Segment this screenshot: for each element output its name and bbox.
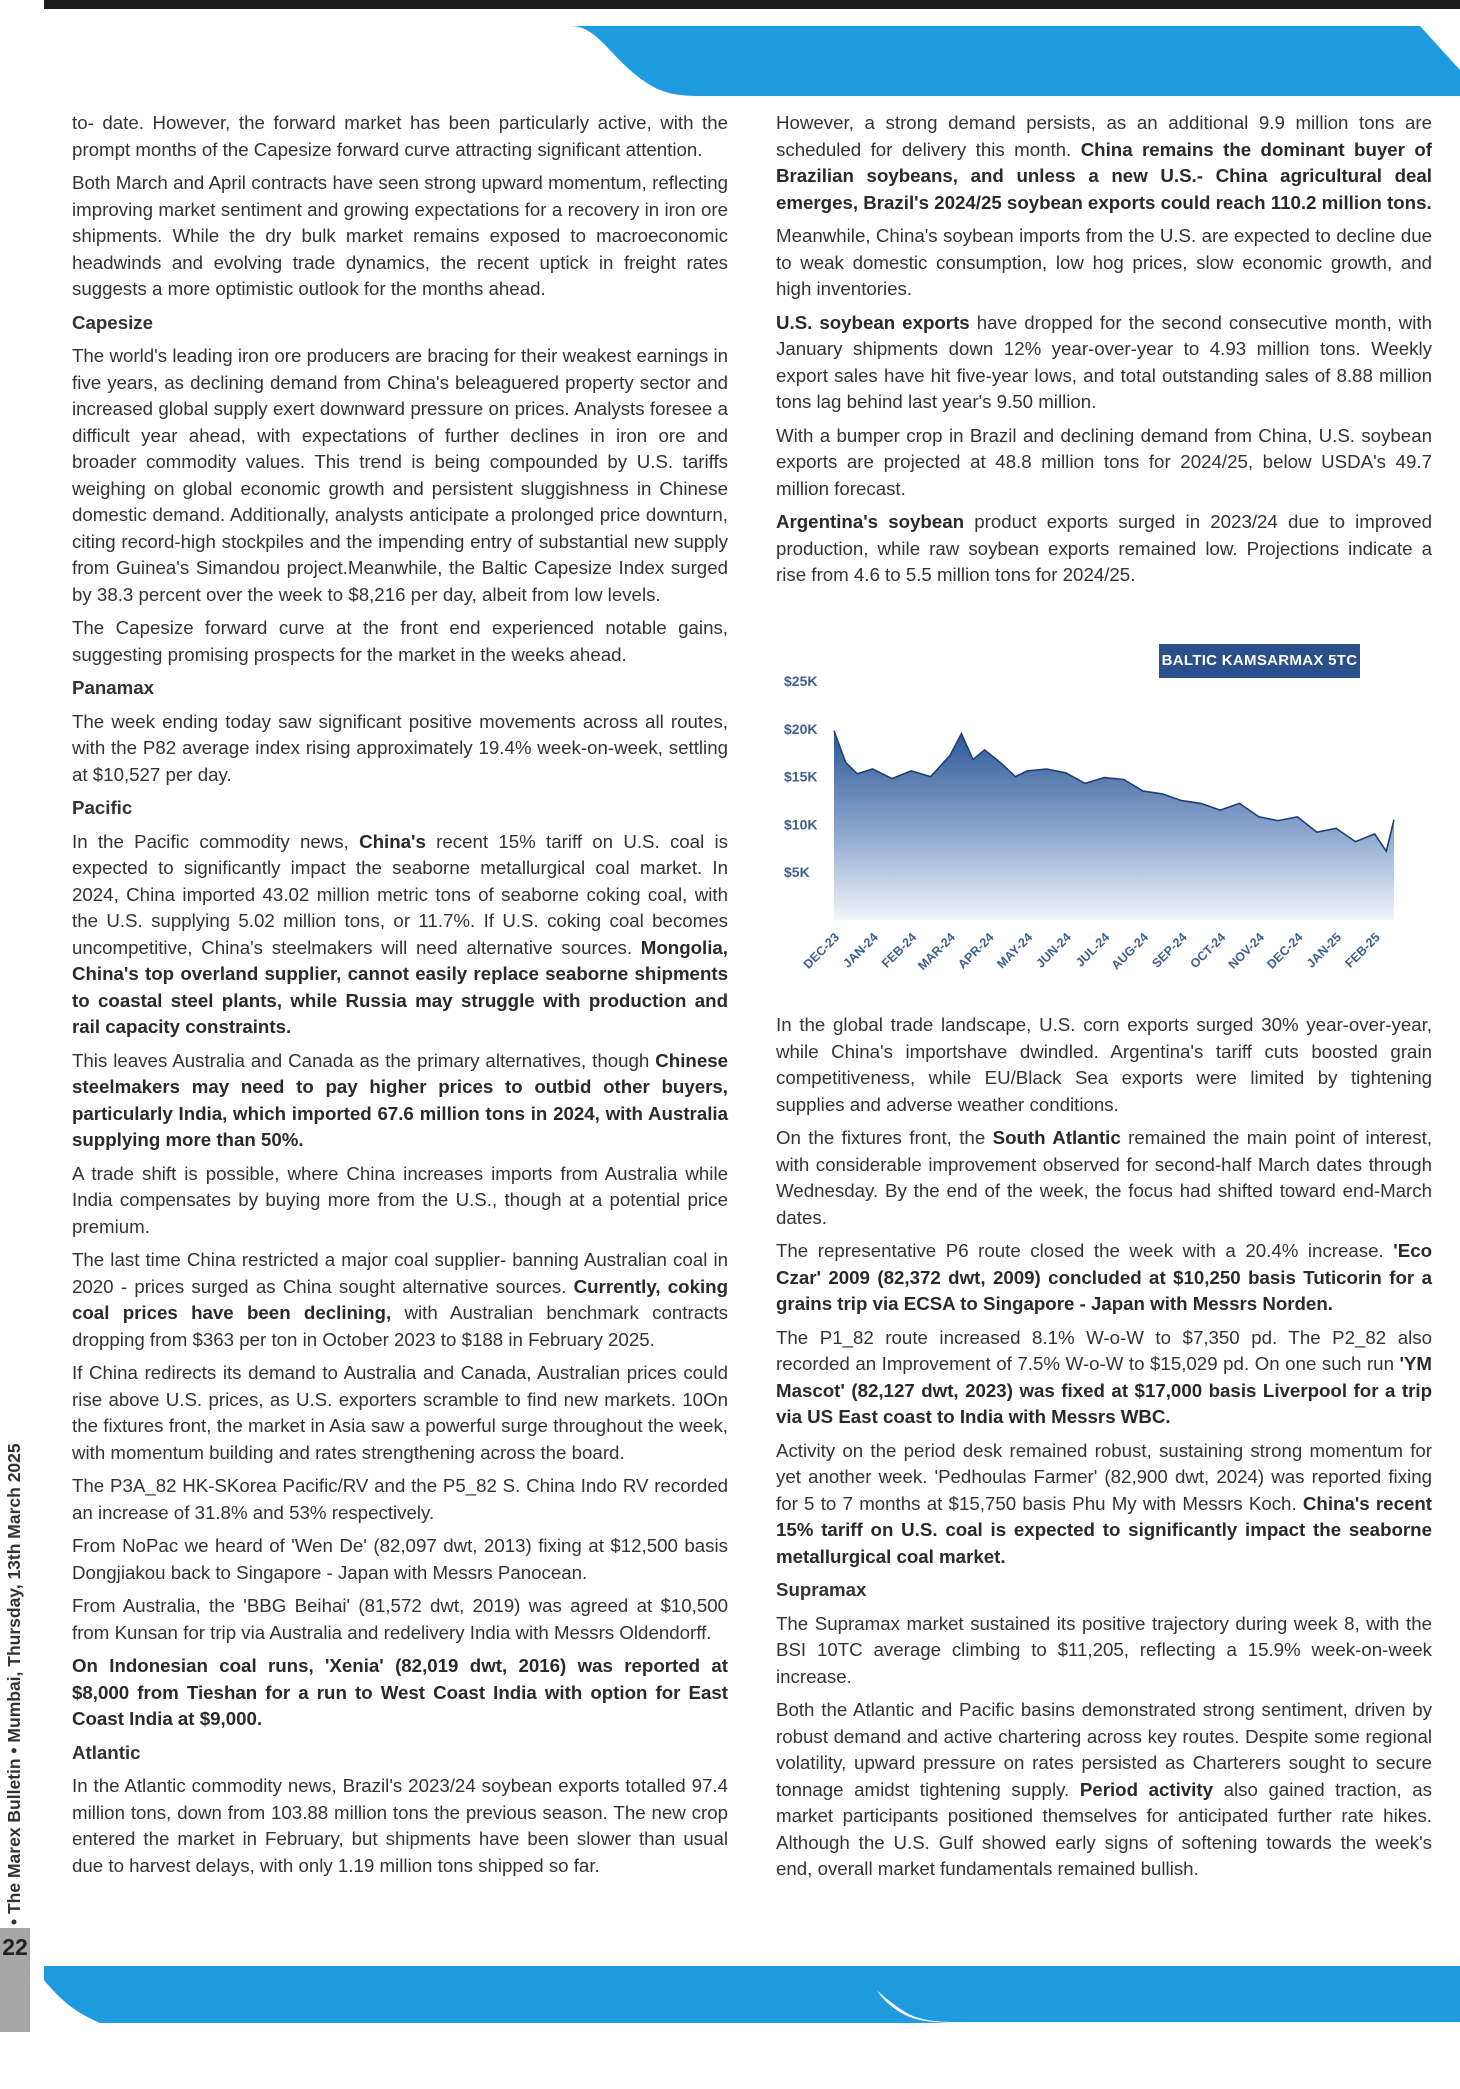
left-column [72, 110, 728, 1886]
chart-xtick-label: APR-24 [955, 930, 997, 972]
article-paragraph: From NoPac we heard of 'Wen De' (82,097 dwt, 2013) fixing at $12,500 basis Dongjiakou back to Singapore - Japan with Messrs Panocean. [72, 1535, 728, 1583]
article-paragraph: The world's leading iron ore producers are bracing for their weakest earnings in five years, as declining demand from China's beleaguered property sector and increased global supply exert downward pressure on prices. Analysts foresee a difficult year ahead, with expectations of further declines in iron ore and broader commodity values. This trend is being compounded by U.S. tariffs weighing on global economic growth and persistent sluggishness in Chinese domestic demand. Additionally, analysts anticipate a prolonged price downturn, citing record-high stockpiles and the impending entry of substantial new supply from Guinea's Simandou project.Meanwhile, the Baltic Capesize Index surged by 38.3 percent over the week to $8,216 per day, albeit from low levels. [72, 345, 728, 605]
article-paragraph: The Capesize forward curve at the front end experienced notable gains, suggesting promising prospects for the market in the weeks ahead. [72, 617, 728, 665]
bold-run: South Atlantic [992, 1127, 1121, 1148]
bold-run: Argentina's soybean [776, 511, 965, 532]
chart-area-fill [834, 731, 1394, 920]
article-paragraph [776, 1238, 1432, 1318]
article-paragraph [72, 1048, 728, 1154]
article-paragraph [776, 110, 1432, 216]
chart-xtick-label: MAR-24 [915, 930, 958, 974]
text-run: also gained traction, as market participants positioned themselves for anticipated further rate hikes. Although the U.S. Gulf showed early signs of softening towards the week's end, overall market fundamentals remained bullish. [776, 1778, 1432, 1879]
text-run: product exports surged in 2023/24 due to improved production, while raw soybean exports remained low. Projections indicate a rise from 4.6 to 5.5 million tons for 2024/25. [776, 511, 1432, 585]
bold-run: China remains the dominant buyer of Brazilian soybeans, and unless a new U.S.- China agricultural deal emerges, Brazil's 2024/25 soybean exports could reach 110.2 million tons. [776, 138, 1432, 213]
text-run: In the Pacific commodity news, [72, 830, 360, 852]
bold-run: On Indonesian coal runs, 'Xenia' (82,019 dwt, 2016) was reported at $8,000 from Tieshan for a run to West Coast India with option for East Coast India at $9,000. [72, 1655, 728, 1729]
bold-run: Period activity [1079, 1778, 1213, 1800]
chart-title: BALTIC KAMSARMAX 5TC [1159, 644, 1360, 678]
chart-ytick-label: $25K [784, 673, 818, 690]
page-number: 22 [2, 1934, 28, 1960]
article-paragraph [776, 1325, 1432, 1431]
side-publication-label: • The Marex Bulletin • Mumbai, Thursday, 13th March 2025 [4, 1443, 24, 1925]
kamsarmax-chart [776, 640, 1402, 990]
right-column-bottom [776, 1012, 1432, 1890]
article-paragraph [72, 1247, 728, 1353]
bold-run: China's recent 15% tariff on U.S. coal is expected to significantly impact the seaborne metallurgical coal market. [776, 1492, 1432, 1567]
article-paragraph: In the Atlantic commodity news, Brazil's 2023/24 soybean exports totalled 97.4 million tons, down from 103.88 million tons the previous season. The new crop entered the market in February, but shipments have been slower than usual due to harvest delays, with only 1.19 million tons shipped so far. [72, 1775, 728, 1876]
chart-xtick-label: JUN-24 [1033, 930, 1074, 971]
bold-run: 'Eco Czar' 2009 (82,372 dwt, 2009) concluded at $10,250 basis Tuticorin for a grains trip via ECSA to Singapore - Japan with Messrs Norden. [776, 1240, 1432, 1314]
bold-run: U.S. soybean exports [776, 311, 970, 333]
article-paragraph [776, 509, 1432, 589]
article-paragraph: to- date. However, the forward market has been particularly active, with the prompt months of the Capesize forward curve attracting significant attention. [72, 112, 728, 160]
chart-svg [776, 640, 1402, 990]
text-run: recent 15% tariff on U.S. coal is expected to significantly impact the seaborne metallurgical coal market. In 2024, China imported 43.02 million metric tons of seaborne coking coal, with the U.S. supplying 5.02 million tons, or 11.7%. If U.S. coking coal becomes uncompetitive, China's steelmakers will need alternative sources. [72, 830, 728, 958]
article-paragraph: From Australia, the 'BBG Beihai' (81,572 dwt, 2019) was agreed at $10,500 from Kunsan for trip via Australia and redelivery India with Messrs Oldendorff. [72, 1595, 728, 1643]
article-paragraph: The Supramax market sustained its positive trajectory during week 8, with the BSI 10TC average climbing to $11,205, reflecting a 15.9% week-on-week increase. [776, 1612, 1432, 1687]
chart-xtick-label: FEB-25 [1342, 930, 1383, 971]
text-run: The P1_82 route increased 8.1% W-o-W to $7,350 pd. The P2_82 also recorded an Improvement of 7.5% W-o-W to $15,029 pd. On one such run [776, 1326, 1432, 1374]
chart-ytick-label: $20K [784, 720, 818, 737]
section-heading-pacific: Pacific [72, 797, 133, 818]
chart-xtick-label: FEB-24 [879, 930, 920, 971]
text-run: The last time China restricted a major coal supplier- banning Australian coal in 2020 - prices surged as China sought alternative sources. [72, 1249, 728, 1297]
chart-xtick-label: JUL-24 [1073, 930, 1113, 970]
section-heading-panamax: Panamax [72, 677, 155, 698]
text-run: However, a strong demand persists, as an additional 9.9 million tons are scheduled for delivery this month. [776, 112, 1432, 160]
section-heading-supramax: Supramax [776, 1579, 867, 1600]
chart-xtick-label: JAN-24 [840, 930, 881, 971]
bold-run: Chinese steelmakers may need to pay higher prices to outbid other buyers, particularly India, which imported 67.6 million tons in 2024, with Australia supplying more than 50%. [72, 1049, 728, 1150]
article-paragraph: The week ending today saw significant positive movements across all routes, with the P82 average index rising approximately 19.4% week-on-week, settling at $10,527 per day. [72, 710, 728, 785]
chart-xtick-label: SEP-24 [1149, 930, 1190, 971]
text-run: remained the main point of interest, with considerable improvement observed for second-half March dates through Wednesday. By the end of the week, the focus had shifted toward end-March dates. [776, 1127, 1433, 1228]
footer-blue-band [44, 1966, 960, 2023]
bold-run: Mongolia, China's top overland supplier, cannot easily replace seaborne shipments to coastal steel plants, while Russia may struggle with production and rail capacity constraints. [72, 936, 728, 1037]
text-run: Activity on the period desk remained robust, sustaining strong momentum for yet another week. 'Pedhoulas Farmer' (82,900 dwt, 2024) was reported fixing for 5 to 7 months at $15,750 basis Phu My with Messrs Koch. [776, 1439, 1432, 1514]
text-run: have dropped for the second consecutive month, with January shipments down 12% year-over-year to 4.93 million tons. Weekly export sales have hit five-year lows, and total outstanding sales of 8.88 million tons lag behind last year's 9.50 million. [776, 311, 1432, 412]
chart-xtick-label: MAY-24 [994, 930, 1036, 972]
article-paragraph [72, 829, 728, 1041]
bold-run: Currently, coking coal prices have been declining, [72, 1275, 728, 1323]
section-heading-atlantic: Atlantic [72, 1741, 141, 1763]
article-paragraph: The P3A_82 HK-SKorea Pacific/RV and the P5_82 S. China Indo RV recorded an increase of 31.8% and 53% respectively. [72, 1475, 728, 1523]
article-paragraph [776, 310, 1432, 416]
article-paragraph: With a bumper crop in Brazil and declining demand from China, U.S. soybean exports are projected at 48.8 million tons for 2024/25, below USDA's 49.7 million forecast. [776, 424, 1432, 499]
chart-ytick-label: $10K [784, 816, 818, 833]
article-paragraph: Meanwhile, China's soybean imports from the U.S. are expected to decline due to weak domestic consumption, low hog prices, slow economic growth, and high inventories. [776, 225, 1432, 299]
article-paragraph: Both March and April contracts have seen strong upward momentum, reflecting improving market sentiment and growing expectations for a recovery in iron ore shipments. While the dry bulk market remains exposed to macroeconomic headwinds and evolving trade dynamics, the recent uptick in freight rates suggests a more optimistic outlook for the months ahead. [72, 172, 728, 299]
article-paragraph: A trade shift is possible, where China increases imports from Australia while India compensates by buying more from the U.S., though at a potential price premium. [72, 1162, 728, 1237]
header-accent-band [0, 0, 1460, 100]
section-heading-capesize: Capesize [72, 311, 154, 333]
article-paragraph [72, 1653, 728, 1733]
right-column-top [776, 110, 1432, 596]
article-paragraph [776, 1697, 1432, 1883]
text-run: with Australian benchmark contracts dropping from $363 per ton in October 2023 to $188 in February 2025. [72, 1302, 728, 1350]
chart-ytick-label: $15K [784, 768, 818, 785]
text-run: Both the Atlantic and Pacific basins demonstrated strong sentiment, driven by robust demand and active chartering across key routes. Despite some regional volatility, upward pressure on rates persisted as Charterers sought to secure tonnage amidst tightening supply. [776, 1699, 1432, 1800]
chart-xtick-label: NOV-24 [1225, 930, 1267, 972]
bold-run: China's [359, 830, 426, 852]
article-paragraph: In the global trade landscape, U.S. corn exports surged 30% year-over-year, while China's importshave dwindled. Argentina's tariff cuts boosted grain competitiveness, while EU/Black Sea exports were limited by tightening supplies and adverse weather conditions. [776, 1014, 1432, 1115]
text-run: The representative P6 route closed the week with a 20.4% increase. [776, 1240, 1394, 1261]
text-run: On the fixtures front, the [776, 1127, 993, 1148]
chart-ytick-label: $5K [784, 864, 810, 881]
chart-xtick-label: DEC-23 [800, 930, 843, 972]
chart-xtick-label: AUG-24 [1108, 930, 1152, 973]
chart-xtick-label: DEC-24 [1264, 930, 1306, 972]
header-blue-wave [44, 26, 1460, 96]
footer-accent-band [0, 1960, 1460, 2030]
article-paragraph [776, 1438, 1432, 1571]
bold-run: 'YM Mascot' (82,127 dwt, 2023) was fixed at $17,000 basis Liverpool for a trip via US East coast to India with Messrs WBC. [776, 1353, 1432, 1427]
article-paragraph: If China redirects its demand to Australia and Canada, Australian prices could rise above U.S. prices, as U.S. exporters scramble to find new markets. 10On the fixtures front, the market in Asia saw a powerful surge throughout the week, with momentum building and rates strengthening across the board. [72, 1362, 728, 1463]
chart-xtick-label: OCT-24 [1187, 930, 1229, 972]
text-run: This leaves Australia and Canada as the primary alternatives, though [72, 1049, 656, 1071]
article-paragraph [776, 1125, 1432, 1231]
chart-xtick-label: JAN-25 [1303, 930, 1345, 971]
